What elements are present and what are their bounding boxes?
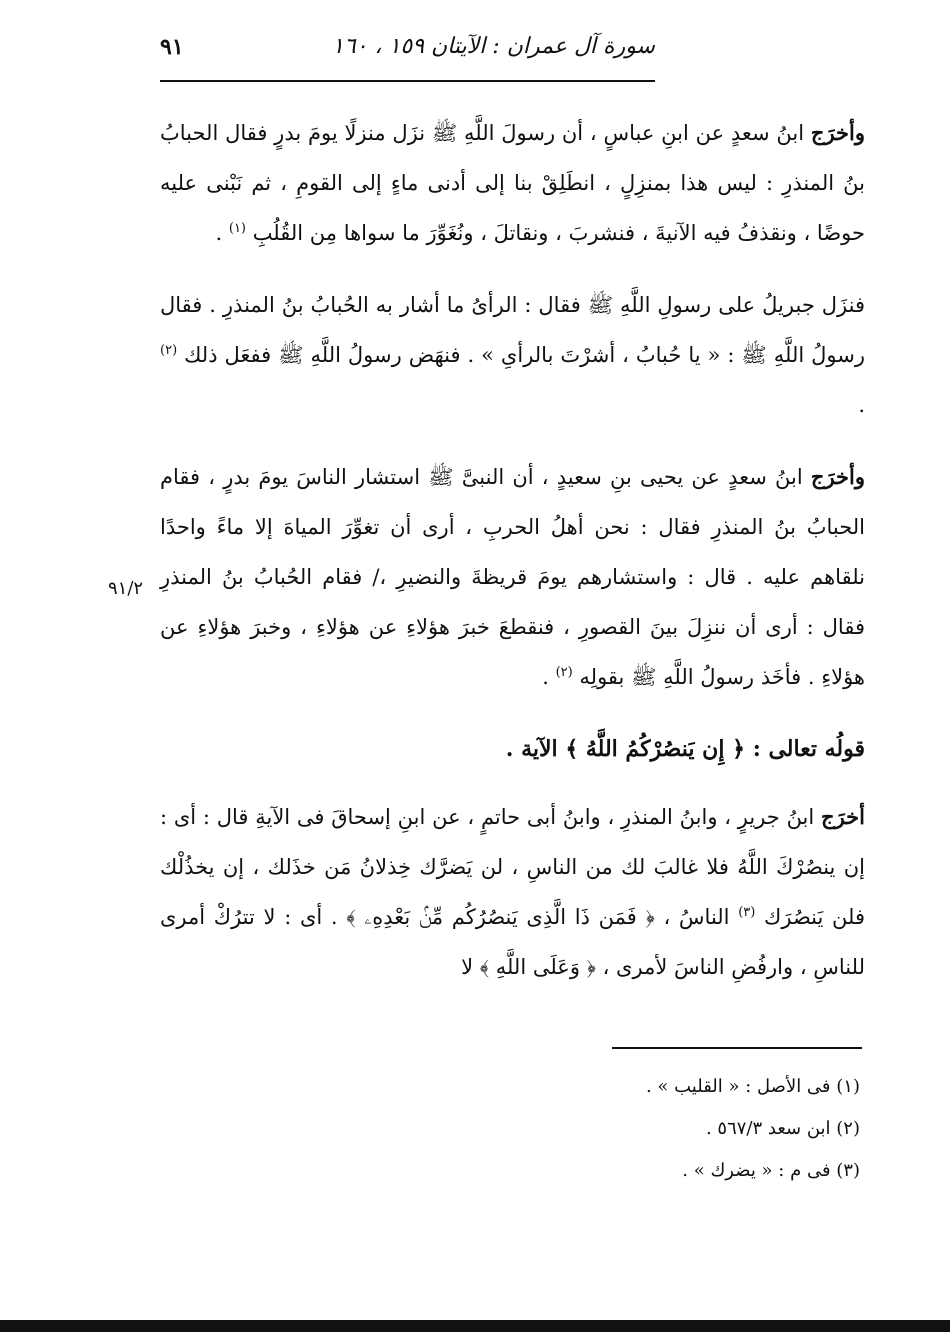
footnote-marker[interactable]: (٢): [160, 343, 178, 358]
margin-reference: ٩١/٢: [108, 578, 144, 599]
footnote-2: (٢) ابن سعد ٥٦٧/٣ .: [705, 1118, 860, 1139]
paragraph-text: فنزَل جبريلُ على رسولِ اللَّهِ ﷺ فقال : الرأىُ ما أشار به الحُبابُ بنُ المنذرِ . فقال رسولُ اللَّهِ ﷺ : « يا حُبابُ ، أشرْتَ بالرأىِ » . فنهَض رسولُ اللَّهِ ﷺ ففعَل ذلك: [160, 293, 865, 367]
paragraph-lead: وأخرَج: [810, 120, 866, 145]
paragraph-lead: وأخرَج: [810, 464, 865, 489]
footnote-marker[interactable]: (١): [228, 221, 246, 236]
paragraph-text-continued: الناسُ ، ﴿ فَمَن ذَا الَّذِى يَنصُرُكُم مِّنۢ بَعْدِهِۦ ﴾ . أى : لا تترُكْ أمرى للناسِ ، وارفُضِ الناسَ لأمرى ، ﴿ وَعَلَى اللَّهِ ﴾ لا: [160, 905, 865, 979]
footnote-marker[interactable]: (٣): [738, 905, 756, 920]
paragraph-text: ابنُ سعدٍ عن يحيى بنِ سعيدٍ ، أن النبىَّ ﷺ استشار الناسَ يومَ بدرٍ ، فقام الحبابُ بنُ المنذرِ فقال : نحن أهلُ الحربِ ، أرى أن تغوِّرَ المياهَ إلا ماءً واحدًا نلقاهم عليه . قال : واستشارهم يومَ قريظةَ والنضيرِ ،/ فقام الحُبابُ بنُ المنذرِ فقال : أرى أن ننزِلَ بينَ القصورِ ، فنقطعَ خبرَ هؤلاءِ عن هؤلاءِ ، وخبرَ هؤلاءِ عن هؤلاءِ . فأخَذ رسولُ اللَّهِ ﷺ بقولِه: [160, 465, 865, 689]
heading-tail: الآية .: [505, 736, 558, 762]
page-header: [160, 30, 655, 70]
heading-lead: قولُه تعالى :: [752, 736, 865, 762]
footnote-rule: [612, 1047, 862, 1049]
paragraph-end: .: [215, 221, 223, 245]
footnote-3: (٣) فى م : « يضرك » .: [682, 1160, 860, 1181]
paragraph-2: [160, 280, 865, 430]
paragraph-end: .: [858, 393, 865, 417]
paragraph-text: ابنُ سعدٍ عن ابنِ عباسٍ ، أن رسولَ اللَّهِ ﷺ نزَل منزلًا يومَ بدرٍ فقال الحبابُ بنُ المنذرِ : ليس هذا بمنزِلٍ ، انطَلِقْ بنا إلى أدنى ماءٍ إلى القومِ ، ثم نَبْنى عليه حوضًا ، ونقذفُ فيه الآنيةَ ، فنشربَ ، ونقاتلَ ، ونُغَوِّرَ ما سواها مِن القُلُبِ: [160, 121, 865, 245]
verse-heading: [160, 724, 865, 774]
paragraph-text: ابنُ جريرٍ ، وابنُ المنذرِ ، وابنُ أبى حاتمٍ ، عن ابنِ إسحاقَ فى الآيةِ قال : أى : إن ينصُرْكَ اللَّهُ فلا غالبَ لك من الناسِ ، لن يَضرَّك خِذلانُ مَن خذَلك ، إن يخذُلْك فلن يَنصُرَك: [160, 805, 865, 929]
paragraph-4: [160, 792, 865, 992]
paragraph-end: .: [542, 665, 549, 689]
page-number: ٩١: [160, 34, 184, 60]
footnote-1: (١) فى الأصل : « القليب » .: [645, 1076, 860, 1097]
paragraph-lead: أخرَج: [821, 804, 865, 829]
quran-verse: ﴿ إِن يَنصُرْكُمُ اللَّهُ ﴾: [565, 736, 746, 762]
running-title: سورة آل عمران : الآيتان ١٥٩ ، ١٦٠: [332, 34, 655, 59]
paragraph-3: [160, 452, 865, 702]
footnotes: [360, 1066, 860, 1192]
main-text: [160, 108, 865, 1014]
footnote-marker[interactable]: (٢): [555, 665, 573, 680]
header-rule: [160, 80, 655, 82]
paragraph-1: [160, 108, 865, 258]
scan-edge-bar: [0, 1320, 950, 1332]
